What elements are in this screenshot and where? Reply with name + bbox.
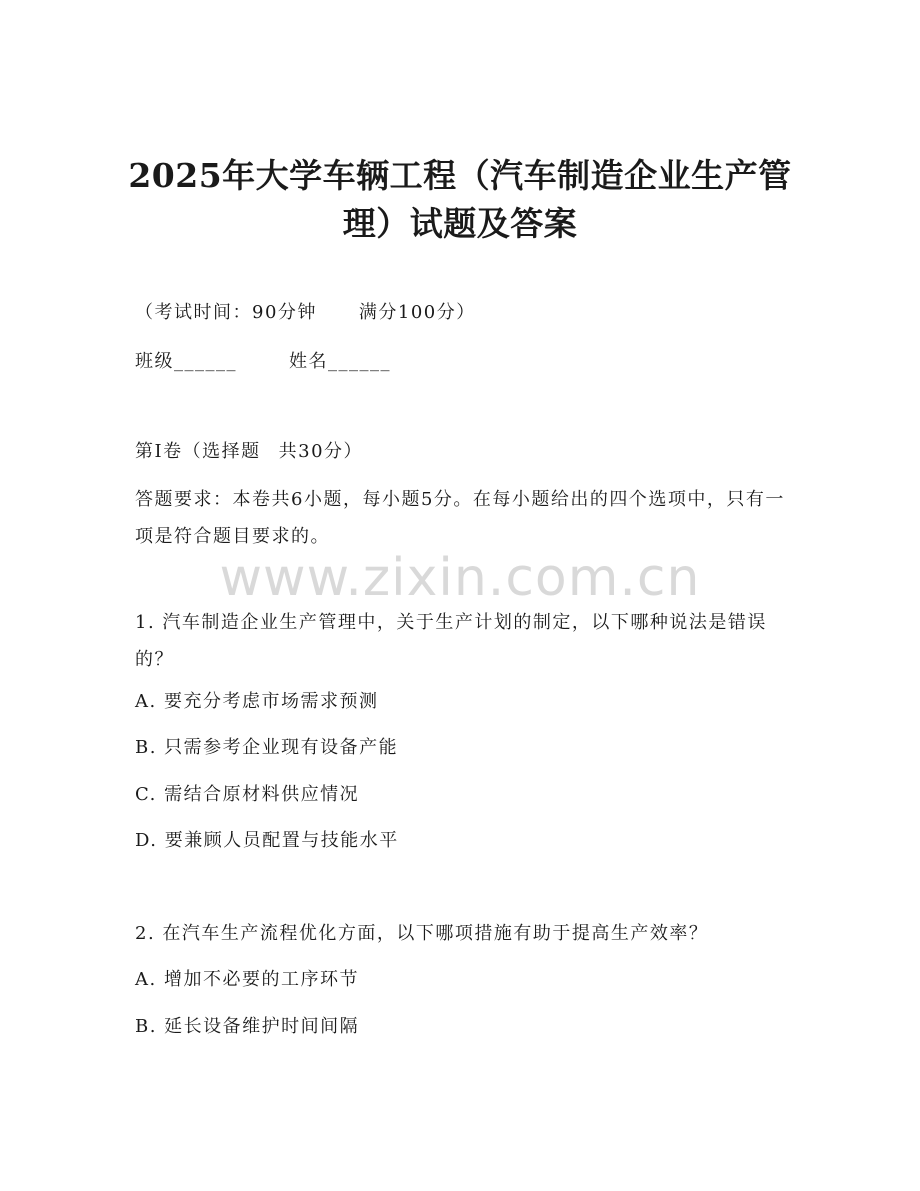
question-1-stem: 1. 汽车制造企业生产管理中，关于生产计划的制定，以下哪种说法是错误的？ <box>135 612 767 670</box>
question-2-option-a: A. 增加不必要的工序环节 <box>135 969 359 990</box>
title-line-1: 2025年大学车辆工程（汽车制造企业生产管 <box>128 156 792 195</box>
exam-meta <box>135 299 476 327</box>
full-score: 满分100分） <box>358 302 476 323</box>
question-1-option-b: B. 只需参考企业现有设备产能 <box>135 737 399 758</box>
class-field: 班级______ <box>135 351 237 372</box>
title-line-2: 理）试题及答案 <box>342 204 578 243</box>
name-field: 姓名______ <box>289 351 391 372</box>
section-title: 第I卷（选择题 <box>135 441 261 462</box>
watermark: www.zixin.com.cn <box>219 548 701 608</box>
question-2-option-b: B. 延长设备维护时间间隔 <box>135 1016 360 1037</box>
section-total: 共30分） <box>278 441 364 462</box>
question-1-option-a: A. 要充分考虑市场需求预测 <box>135 691 379 712</box>
exam-time: （考试时间：90分钟 <box>135 302 317 323</box>
section-header <box>135 438 363 466</box>
question-1-option-c: C. 需结合原材料供应情况 <box>135 784 360 805</box>
question-2-stem: 2. 在汽车生产流程优化方面，以下哪项措施有助于提高生产效率？ <box>135 923 709 944</box>
student-info <box>135 348 391 376</box>
question-1-option-d: D. 要兼顾人员配置与技能水平 <box>135 830 399 851</box>
document-title <box>120 152 800 248</box>
instructions: 答题要求：本卷共6小题，每小题5分。在每小题给出的四个选项中，只有一项是符合题目要求的。 <box>135 489 785 547</box>
